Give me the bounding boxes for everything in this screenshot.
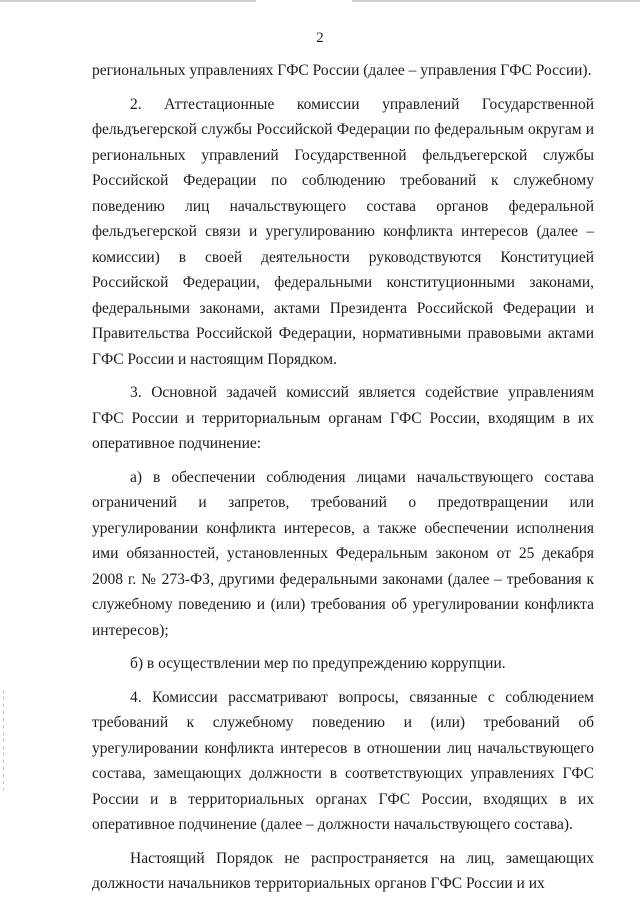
paragraph-subitem-b: б) в осуществлении мер по предупреждению коррупции. [130, 655, 506, 672]
page-number: 2 [316, 30, 324, 46]
scan-left-edge [3, 690, 4, 790]
paragraph-item-2: 2. Аттестационные комиссии управлений Государственной фельдъегерской службы Российской Федерации по федеральным округам и региональных управлений Государственной фельдъегерской службы Российской Федерации по соблюдению требований к служебному поведению лиц начальствующего состава органов федеральной фельдъегерской связи и урегулированию конфликта интересов (далее – комиссии) в своей деятельности руководствуются Конституцией Российской Федерации, федеральными конституционными законами, федеральными законами, актами Президента Российской Федерации и Правительства Российской Федерации, нормативными правовыми актами ГФС России и настоящим Порядком. [92, 95, 594, 368]
scan-top-edge [0, 0, 640, 2]
paragraph-item-3: 3. Основной задачей комиссий является содействие управлениям ГФС России и территориальным органам ГФС России, входящим в их оперативное подчинение: [92, 384, 594, 452]
paragraph-continuation: региональных управлениях ГФС России (далее – управления ГФС России). [92, 62, 592, 79]
paragraph-exclusion: Настоящий Порядок не распространяется на лиц, замещающих должности начальников территориальных органов ГФС России и их [92, 849, 594, 892]
document-body [92, 58, 594, 897]
paragraph-item-4: 4. Комиссии рассматривают вопросы, связанные с соблюдением требований к служебному поведению и (или) требований об урегулировании конфликта интересов в отношении лиц начальствующего состава, замещающих должности в соответствующих управлениях ГФС России и в территориальных органах ГФС России, входящих в их оперативное подчинение (далее – должности начальствующего состава). [92, 688, 594, 833]
paragraph-subitem-a: а) в обеспечении соблюдения лицами начальствующего состава ограничений и запретов, требований о предотвращении или урегулировании конфликта интересов, а также обеспечении исполнения ими обязанностей, установленных Федеральным законом от 25 декабря 2008 г. № 273-ФЗ, другими федеральными законами (далее – требования к служебному поведению и (или) требования об урегулировании конфликта интересов); [92, 468, 594, 639]
